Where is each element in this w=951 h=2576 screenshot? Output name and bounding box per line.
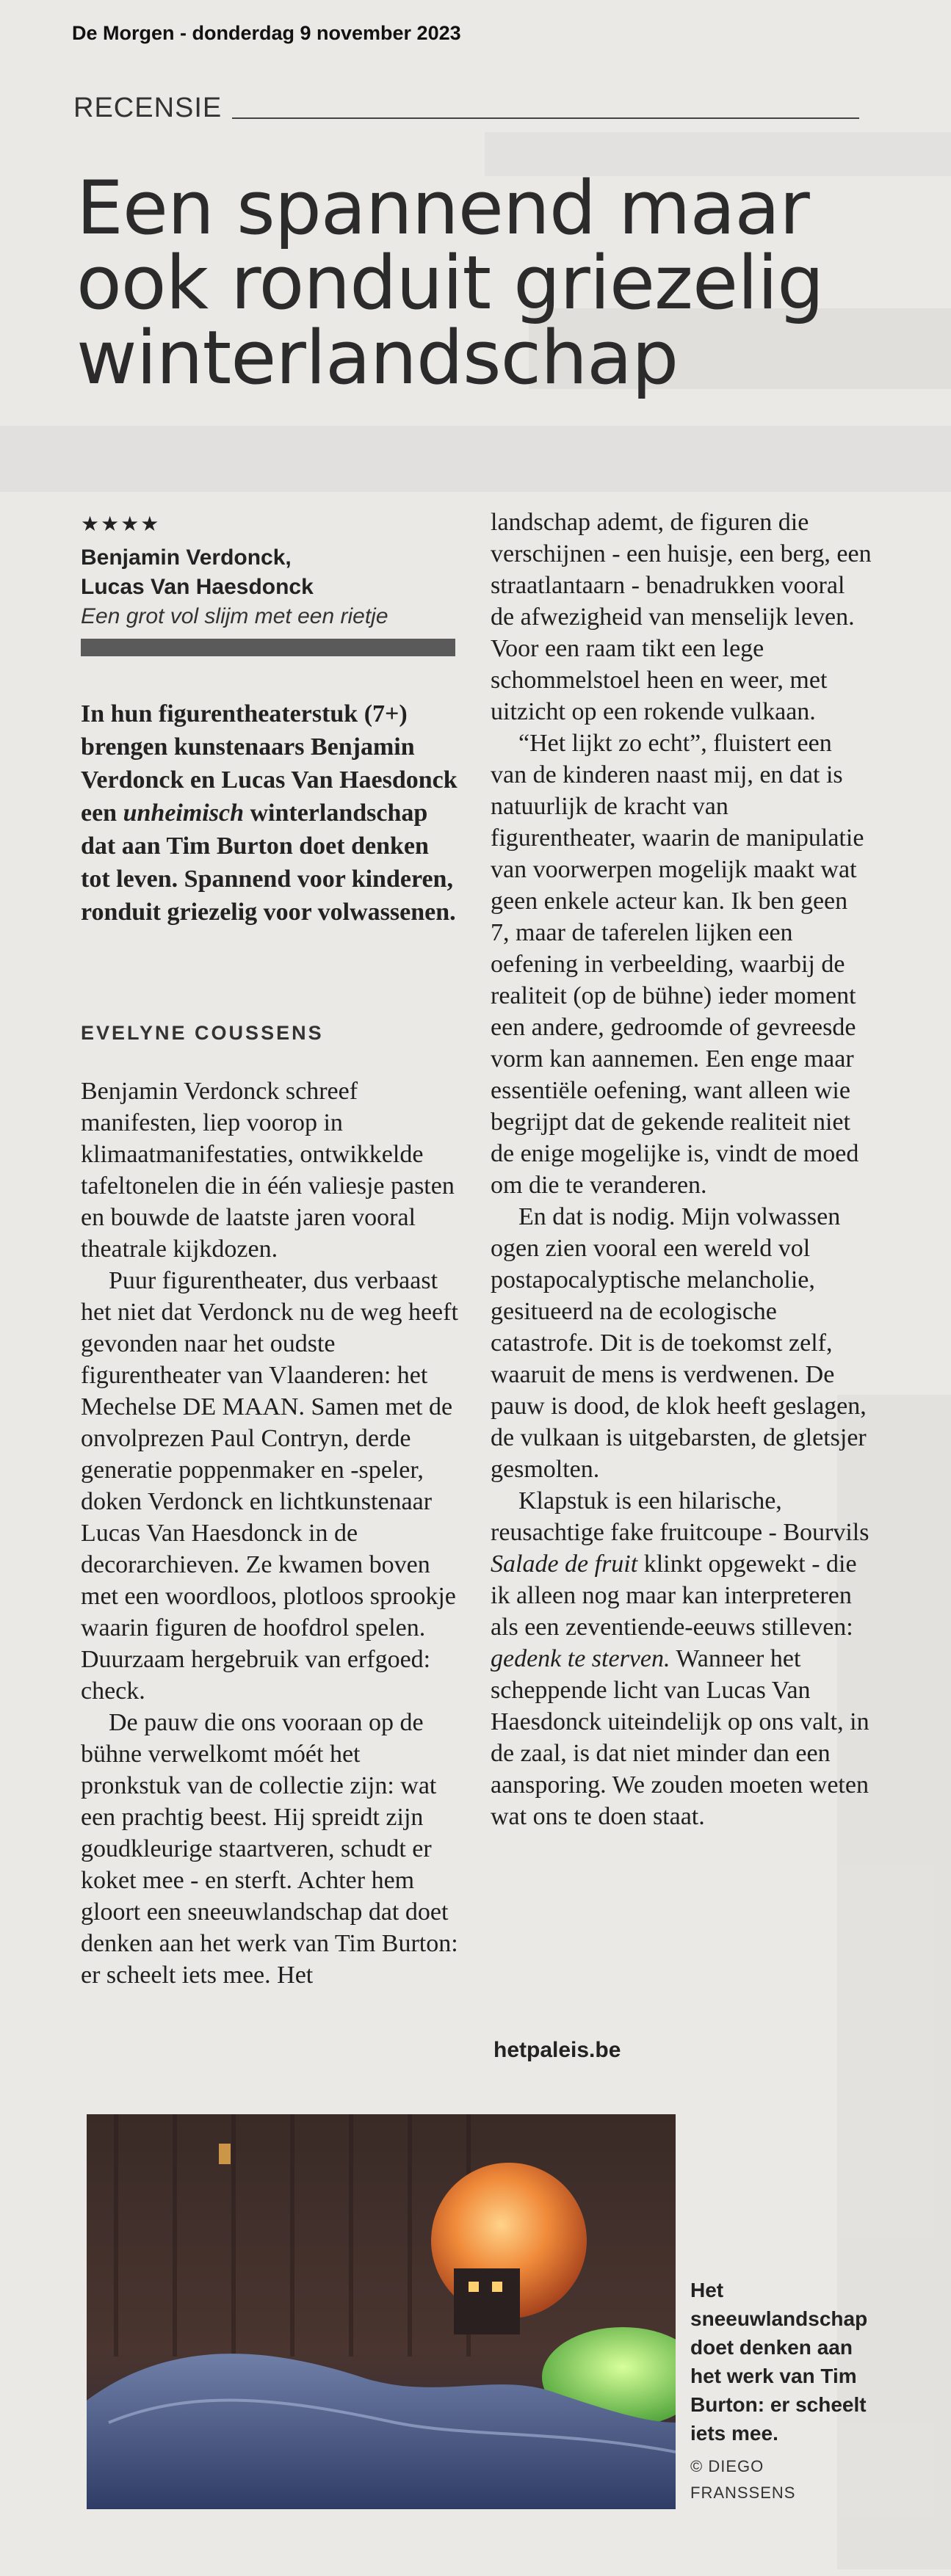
byline: EVELYNE COUSSENS: [81, 1022, 324, 1044]
author-name-1: Benjamin Verdonck,: [81, 545, 292, 570]
photo-credit: © DIEGO FRANSSENS: [690, 2457, 796, 2502]
body-paragraph: Puur figurentheater, dus verbaast het niet dat Verdonck nu de weg heeft gevonden naar het oudste figurentheater van Vlaanderen: het Mechelse DE MAAN. Samen met de onvolprezen Paul Contryn, derde generatie poppenmaker en -speler, doken Verdonck en lichtkunstenaar Lucas Van Haesdonck in de decorarchieven. Ze kwamen boven met een woordloos, plotloos sprookje waarin figuren de hoofdrol spelen. Duurzaam hergebruik van erfgoed: check.: [81, 1267, 458, 1705]
headline: Een spannend maar ook ronduit griezelig winterlandschap: [76, 164, 824, 401]
body-text: Wanneer het scheppende licht van Lucas Van Haesdonck uiteindelijk op ons valt, in de zaal, is dat niet minder dan een aansporing. We zouden moeten weten wat ons te doen staat.: [491, 1645, 869, 1830]
divider-bar: [81, 639, 455, 656]
publication-date-line: De Morgen - donderdag 9 november 2023: [72, 22, 461, 44]
lead-text-2: winterlandschap dat aan Tim Burton doet denken tot leven. Spannend voor kinderen, ronduit griezelig voor volwassenen.: [81, 799, 456, 926]
lead-paragraph: [81, 697, 463, 929]
bleed-through-band: [0, 426, 951, 492]
lead-text-1: In hun figurentheaterstuk (7+) brengen kunstenaars Benjamin Verdonck en Lucas Van Haesdonck een: [81, 700, 458, 827]
star-rating: ★★★★: [81, 512, 161, 535]
body-column-1: [81, 1075, 463, 1991]
body-column-2: [491, 507, 872, 1832]
body-paragraph: “Het lijkt zo echt”, fluistert een van de kinderen naast mij, en dat is natuurlijk de kracht van figurentheater, waarin de manipulatie van voorwerpen mogelijk maakt wat geen enkele acteur kan. Ik ben geen 7, maar de taferelen lijken een oefening in verbeelding, waarbij de realiteit (op de bühne) ieder moment een andere, gedroomde of gevreesde vorm kan aannemen. Een enge maar essentiële oefening, want alleen wie begrijpt dat de gekende realiteit niet de enige mogelijke is, vindt de moed om die te veranderen.: [491, 730, 864, 1199]
body-paragraph: landschap ademt, de figuren die verschijnen - een huisje, een berg, een straatlantaarn - benadrukken vooral de afwezigheid van menselijk leven. Voor een raam tikt een lege schommelstoel heen en weer, met uitzicht op een rokende vulkaan.: [491, 509, 872, 725]
stage-scene-image: [87, 2114, 676, 2509]
kicker-rule: [232, 117, 859, 119]
source-link[interactable]: hetpaleis.be: [493, 2038, 621, 2062]
lead-italic-word: unheimisch: [123, 799, 244, 827]
body-text: Klapstuk is een hilarische, reusachtige fake fruitcoupe - Bourvils: [491, 1487, 869, 1546]
quoted-phrase: gedenk te sterven.: [491, 1645, 670, 1672]
body-paragraph: En dat is nodig. Mijn volwassen ogen zien vooral een wereld vol postapocalyptische melancholie, gesitueerd na de ecologische catastrofe. Dit is de toekomst zelf, waaruit de mens is verdwenen. De pauw is dood, de klok heeft geslagen, de vulkaan is uitgebarsten, de gletsjer gesmolten.: [491, 1203, 867, 1483]
section-kicker: RECENSIE: [73, 92, 223, 123]
body-paragraph: De pauw die ons vooraan op de bühne verwelkomt móét het pronkstuk van de collectie zijn: wat een prachtig beest. Hij spreidt zijn goudkleurige staartveren, schudt er koket mee - en sterft. Achter hem gloort een sneeuwlandschap dat doet denken aan het werk van Tim Burton: er scheelt iets mee. Het: [81, 1709, 458, 1989]
body-paragraph: [491, 1485, 872, 1832]
author-name-2: Lucas Van Haesdonck: [81, 575, 314, 599]
review-meta: [81, 514, 463, 656]
body-text: klinkt opgewekt - die ik alleen nog maar kan interpreteren als een zeventiende-eeuws stilleven:: [491, 1550, 857, 1641]
section-kicker-row: [73, 94, 859, 122]
production-photo: [87, 2114, 676, 2509]
photo-caption: Het sneeuwlandschap doet denken aan het werk van Tim Burton: er scheelt iets mee.: [690, 2279, 868, 2445]
body-paragraph: Benjamin Verdonck schreef manifesten, liep voorop in klimaatmanifestaties, ontwikkelde tafeltonelen die in één valiesje pasten en bouwde de laatste jaren vooral theatrale kijkdozen.: [81, 1078, 455, 1263]
song-title: Salade de fruit: [491, 1550, 638, 1578]
show-description: Een grot vol slijm met een rietje: [81, 604, 388, 628]
